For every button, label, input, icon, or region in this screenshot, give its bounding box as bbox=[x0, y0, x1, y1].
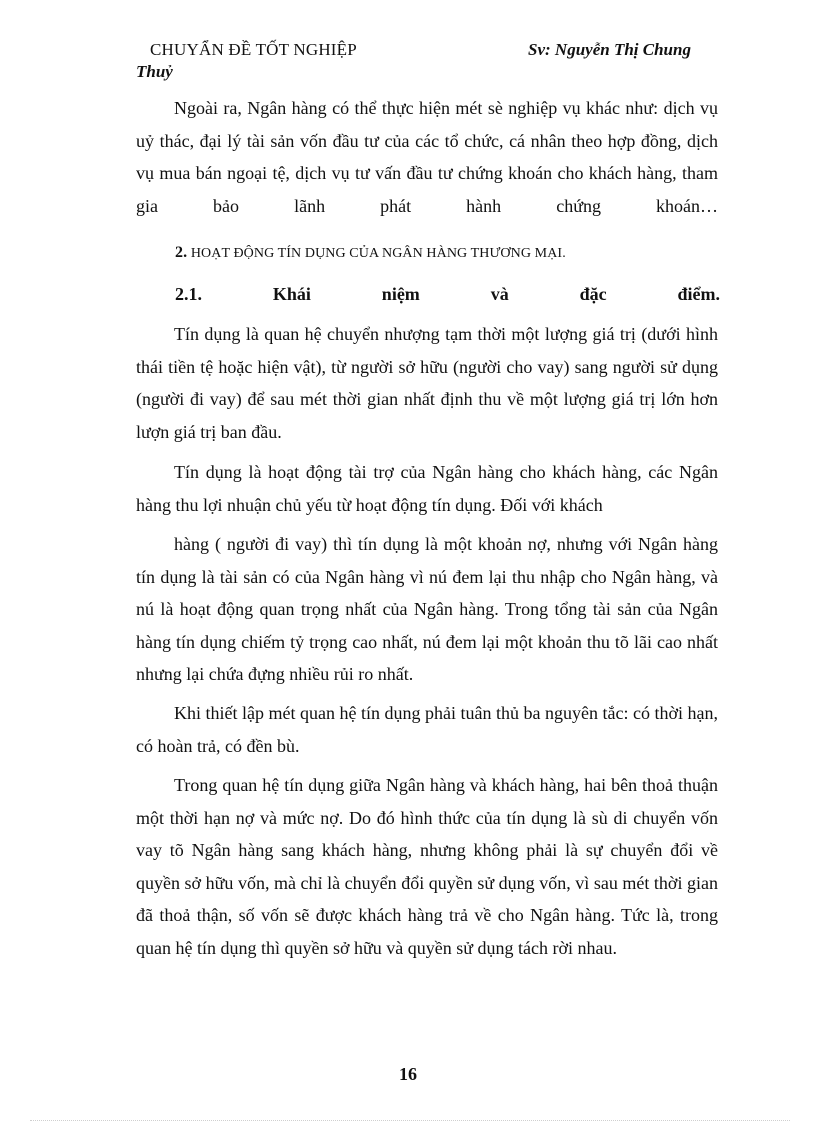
paragraph-credit-definition: Tín dụng là quan hệ chuyển nhượng tạm thời một lượng giá trị (dưới hình thái tiền tệ hoặc hiện vật), từ người sở hữu (người cho vay) sang người sử dụng (người đi vay) để sau mét thời gian nhất định thu về một lượng giá trị lớn hơn lượn giá trị ban đầu. bbox=[136, 324, 718, 442]
section-heading bbox=[175, 244, 566, 262]
section-number: 2. bbox=[175, 244, 188, 261]
section-title: HOẠT ĐỘNG TÍN DỤNG CỦA NGÂN HÀNG THƯƠNG MẠI. bbox=[190, 246, 566, 261]
paragraph-credit-principles: Khi thiết lập mét quan hệ tín dụng phải tuân thủ ba nguyên tắc: có thời hạn, có hoàn trả, có đền bù. bbox=[136, 703, 718, 756]
header-title: CHUYẨN ĐỀ TỐT NGHIỆP bbox=[150, 40, 357, 59]
page-number: 16 bbox=[399, 1064, 417, 1084]
header-author-continued: Thuỷ bbox=[136, 62, 173, 81]
subsection-heading: 2.1. Khái niệm và đặc điểm. bbox=[175, 284, 720, 304]
paragraph-credit-debt: hàng ( người đi vay) thì tín dụng là một khoản nợ, nhưng với Ngân hàng tín dụng là tài sản có của Ngân hàng vì nú đem lại thu nhập cho Ngân hàng, và nú là hoạt động quan trọng nhất của Ngân hàng. Trong tổng tài sản của Ngân hàng tín dụng chiếm tỷ trọng cao nhất, nú đem lại một khoản thu tõ lãi cao nhất nhưng lại chứa đựng nhiều rủi ro nhất. bbox=[136, 534, 718, 684]
paragraph-credit-activity: Tín dụng là hoạt động tài trợ của Ngân hàng cho khách hàng, các Ngân hàng thu lợi nhuận chủ yếu từ hoạt động tín dụng. Đối với khách bbox=[136, 462, 718, 515]
header-author: Sv: Nguyễn Thị Chung bbox=[528, 40, 691, 59]
paragraph-other-services: Ngoài ra, Ngân hàng có thể thực hiện mét sè nghiệp vụ khác như: dịch vụ uỷ thác, đại lý tài sản vốn đầu tư của các tổ chức, cá nhân theo hợp đồng, dịch vụ mua bán ngoại tệ, dịch vụ tư vấn đầu tư chứng khoán cho khách hàng, tham gia bảo lãnh phát hành chứng khoán… bbox=[136, 98, 718, 216]
page-bottom-border bbox=[30, 1120, 790, 1121]
paragraph-credit-relationship: Trong quan hệ tín dụng giữa Ngân hàng và khách hàng, hai bên thoả thuận một thời hạn nợ và mức nợ. Do đó hình thức của tín dụng là sù di chuyển vốn vay tõ Ngân hàng sang khách hàng, nhưng không phải là sự chuyển đổi về quyền sở hữu vốn, mà chỉ là chuyển đổi quyền sử dụng vốn, vì sau mét thời gian đã thoả thận, số vốn sẽ được khách hàng trả về cho Ngân hàng. Tức là, trong quan hệ tín dụng thì quyền sở hữu và quyền sử dụng tách rời nhau. bbox=[136, 775, 718, 958]
